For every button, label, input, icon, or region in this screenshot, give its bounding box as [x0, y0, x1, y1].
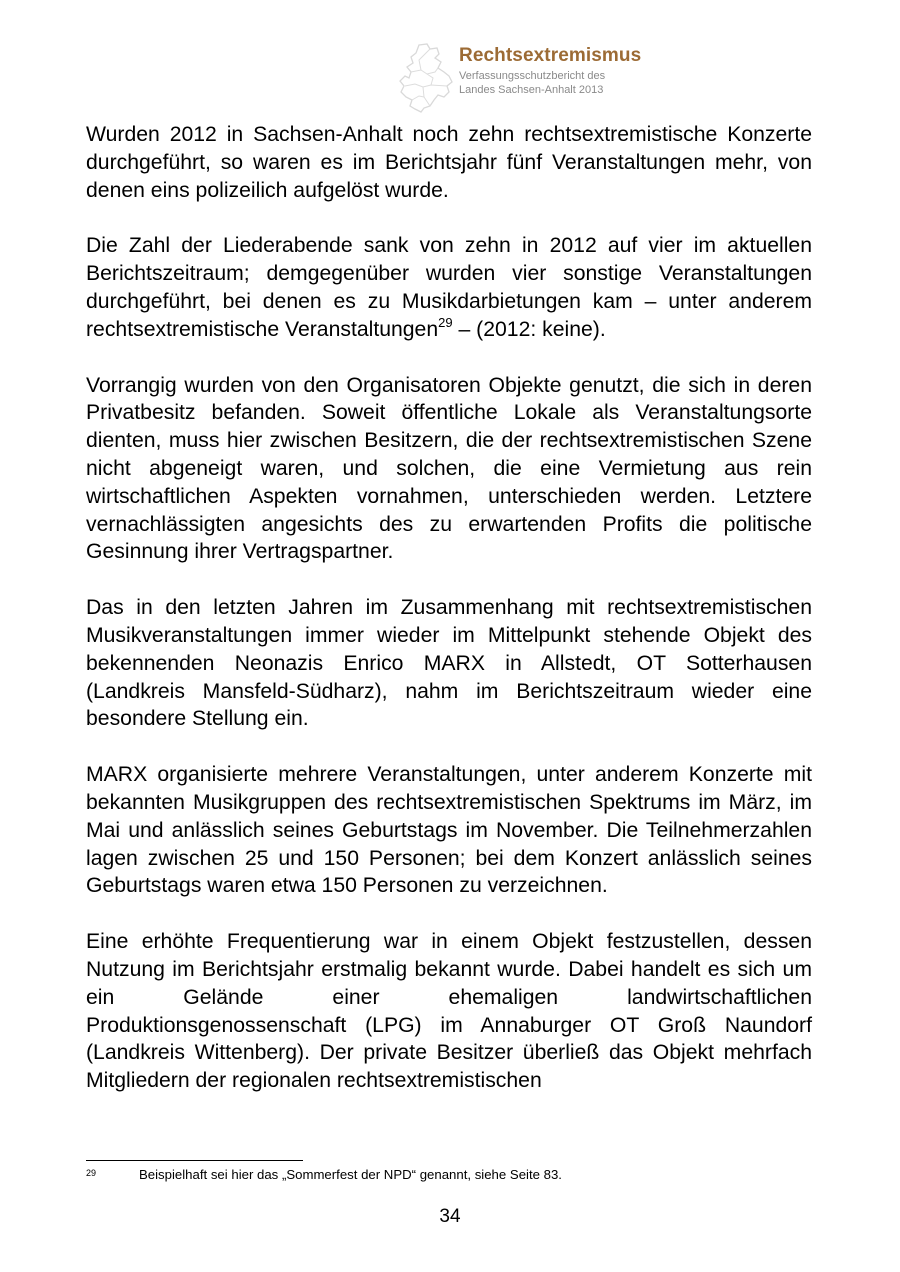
paragraph-4: Das in den letzten Jahren im Zusammenhang mit rechtsextremistischen Musikveranstaltungen immer wieder im Mittelpunkt stehende Objekt des bekennenden Neonazis Enrico MARX in Allstedt, OT Sotterhausen (Landkreis Mansfeld-Südharz), nahm im Berichtszeitraum wieder eine besondere Stellung ein.	[86, 596, 812, 731]
header-subtitle-line-1: Verfassungsschutzbericht des	[459, 70, 606, 82]
header-subtitle	[459, 69, 605, 97]
body-text	[86, 121, 812, 1095]
paragraph-2-tail: – (2012: keine).	[452, 317, 606, 341]
header-subtitle-line-2: Landes Sachsen-Anhalt 2013	[459, 84, 604, 96]
page-number: 34	[439, 1206, 461, 1227]
paragraph-1: Wurden 2012 in Sachsen-Anhalt noch zehn rechtsextremistische Konzerte durchgeführt, so waren es im Berichtsjahr fünf Veranstaltungen mehr, von denen eins polizeilich aufgelöst wurde.	[86, 123, 812, 202]
paragraph-3: Vorrangig wurden von den Organisatoren Objekte genutzt, die sich in deren Privatbesitz befanden. Soweit öffentliche Lokale als Veranstaltungsorte dienten, muss hier zwischen Besitzern, die der rechtsextremistischen Szene nicht abgeneigt waren, und solchen, die eine Vermietung aus rein wirtschaftlichen Aspekten vornahmen, unterschieden werden. Letztere vernachlässigten angesichts des zu erwartenden Profits die politische Gesinnung ihrer Vertragspartner.	[86, 373, 812, 564]
paragraph-6: Eine erhöhte Frequentierung war in einem Objekt festzustellen, dessen Nutzung im Berichtsjahr erstmalig bekannt wurde. Dabei handelt es sich um ein Gelände einer ehemaligen landwirtschaftlichen Produktionsgenossenschaft (LPG) im Annaburger OT Groß Naundorf (Landkreis Wittenberg). Der private Besitzer überließ das Objekt mehrfach Mitgliedern der regionalen rechtsextremistischen	[86, 930, 812, 1093]
sachsen-anhalt-map-icon	[397, 42, 455, 114]
paragraph-2	[86, 232, 812, 343]
footnote-number: 29	[86, 1168, 97, 1178]
footnote-text: Beispielhaft sei hier das „Sommerfest der NPD“ genannt, siehe Seite 83.	[139, 1167, 562, 1182]
footnote-separator	[86, 1160, 303, 1161]
header-title: Rechtsextremismus	[459, 45, 642, 66]
footnote-reference-29[interactable]: 29	[438, 314, 453, 330]
paragraph-5: MARX organisierte mehrere Veranstaltungen, unter anderem Konzerte mit bekannten Musikgruppen des rechtsextremistischen Spektrums im März, im Mai und anlässlich seines Geburtstags im November. Die Teilnehmerzahlen lagen zwischen 25 und 150 Personen; bei dem Konzert anlässlich seines Geburtstags waren etwa 150 Personen zu verzeichnen.	[86, 763, 812, 898]
page-header	[397, 42, 697, 118]
paragraph-2-text: Die Zahl der Liederabende sank von zehn in 2012 auf vier im aktuellen Berichtszeitraum; demgegenüber wurden vier sonstige Veranstaltungen durchgeführt, bei denen es zu Musikdarbietungen kam – unter anderem rechtsextremistische Veranstaltungen	[86, 234, 812, 341]
